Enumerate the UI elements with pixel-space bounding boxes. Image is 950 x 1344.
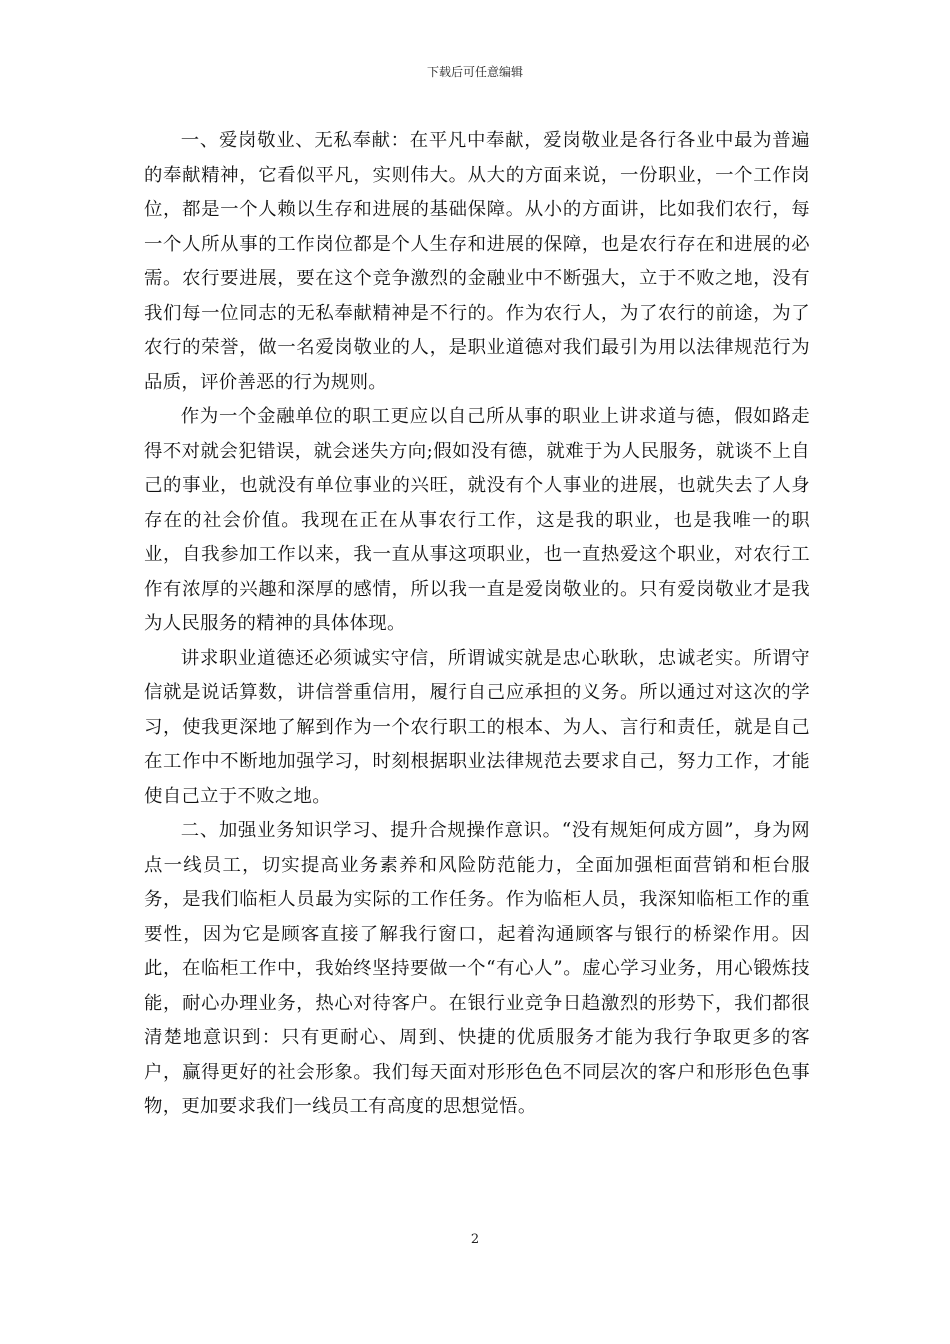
document-body xyxy=(144,124,810,1125)
page-header: 下载后可任意编辑 xyxy=(426,65,523,79)
paragraph-1: 一、爱岗敬业、无私奉献：在平凡中奉献，爱岗敬业是各行各业中最为普遍的奉献精神，它看似平凡，实则伟大。从大的方面来说，一份职业，一个工作岗位，都是一个人赖以生存和进展的基础保障。从小的方面讲，比如我们农行，每一个人所从事的工作岗位都是个人生存和进展的保障，也是农行存在和进展的必需。农行要进展，要在这个竞争激烈的金融业中不断强大，立于不败之地，没有我们每一位同志的无私奉献精神是不行的。作为农行人，为了农行的前途，为了农行的荣誉，做一名爱岗敬业的人，是职业道德对我们最引为用以法律规范行为品质，评价善恶的行为规则。 xyxy=(144,130,810,393)
paragraph-3: 讲求职业道德还必须诚实守信，所谓诚实就是忠心耿耿，忠诚老实。所谓守信就是说话算数，讲信誉重信用，履行自己应承担的义务。所以通过对这次的学习，使我更深地了解到作为一个农行职工的根本、为人、言行和责任，就是自己在工作中不断地加强学习，时刻根据职业法律规范去要求自己，努力工作，才能使自己立于不败之地。 xyxy=(144,647,810,807)
page-number: 2 xyxy=(470,1232,480,1247)
paragraph-2: 作为一个金融单位的职工更应以自己所从事的职业上讲求道与德，假如路走得不对就会犯错误，就会迷失方向;假如没有德，就难于为人民服务，就谈不上自己的事业，也就没有单位事业的兴旺，就没有个人事业的进展，也就失去了人身存在的社会价值。我现在正在从事农行工作，这是我的职业，也是我唯一的职业，自我参加工作以来，我一直从事这项职业，也一直热爱这个职业，对农行工作有浓厚的兴趣和深厚的感情，所以我一直是爱岗敬业的。只有爱岗敬业才是我为人民服务的精神的具体体现。 xyxy=(144,406,810,634)
paragraph-4: 二、加强业务知识学习、提升合规操作意识。“没有规矩何成方圆”，身为网点一线员工，切实提高业务素养和风险防范能力，全面加强柜面营销和柜台服务，是我们临柜人员最为实际的工作任务。作为临柜人员，我深知临柜工作的重要性，因为它是顾客直接了解我行窗口，起着沟通顾客与银行的桥梁作用。因此，在临柜工作中，我始终坚持要做一个“有心人”。虚心学习业务，用心锻炼技能，耐心办理业务，热心对待客户。在银行业竞争日趋激烈的形势下，我们都很清楚地意识到：只有更耐心、周到、快捷的优质服务才能为我行争取更多的客户，赢得更好的社会形象。我们每天面对形形色色不同层次的客户和形形色色事物，更加要求我们一线员工有高度的思想觉悟。 xyxy=(144,820,810,1117)
